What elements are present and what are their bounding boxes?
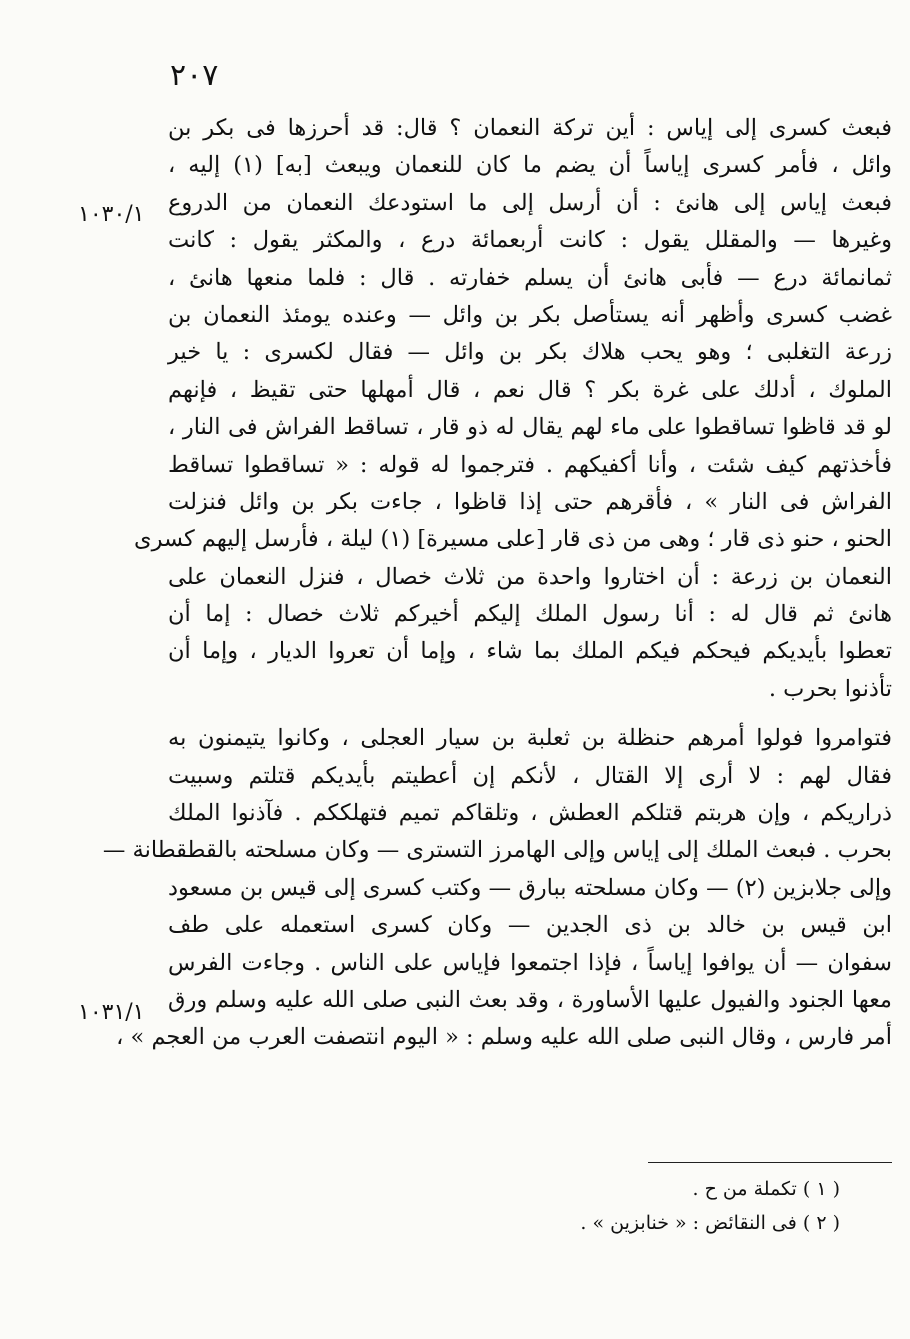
text-line: فبعث كسرى إلى إياس : أين تركة النعمان ؟ قال: قد أحرزها فى بكر بن — [168, 115, 892, 141]
footnote-2: ( ٢ ) فى النقائض : « خنابزين » . — [580, 1212, 840, 1234]
text-line: وغيرها — والمقلل يقول : كانت أربعمائة درع ، والمكثر يقول : كانت — [168, 227, 892, 254]
text-line: النعمان بن زرعة : أن اختاروا واحدة من ثلاث خصال ، فنزل النعمان على — [168, 563, 892, 590]
footnotes — [420, 1172, 892, 1240]
text-line: الملوك ، أدلك على غرة بكر ؟ قال نعم ، قال أمهلها حتى تقيظ ، فإنهم — [168, 376, 892, 403]
text-line: الفراش فى النار » ، فأقرهم حتى إذا قاظوا ، جاءت بكر بن وائل فنزلت — [168, 488, 892, 515]
text-line: تعطوا بأيديكم فيحكم فيكم الملك بما شاء ، وإما أن تعروا الديار ، وإما أن — [168, 638, 892, 665]
footnote-divider — [648, 1162, 892, 1163]
footnote-1: ( ١ ) تكملة من ح . — [692, 1178, 840, 1200]
paragraph-1 — [133, 110, 892, 708]
paragraph-gap — [168, 708, 892, 720]
text-line: وائل ، فأمر كسرى إياساً أن يضم ما كان للنعمان ويبعث [به] (١) إليه ، — [168, 152, 892, 179]
text-line: فقال لهم : لا أرى إلا القتال ، لأنكم إن أعطيتم بأيديكم قتلتم وسبيت — [168, 762, 892, 789]
text-line: معها الجنود والفيول عليها الأساورة ، وقد بعث النبى صلى الله عليه وسلم ورق — [168, 986, 892, 1013]
text-line: زرعة التغلبى ؛ وهو يحب هلاك بكر بن وائل — فقال لكسرى : يا خير — [168, 339, 892, 366]
text-line: غضب كسرى وأظهر أنه يستأصل بكر بن وائل — وعنده يومئذ النعمان بن — [168, 301, 892, 328]
text-line: وإلى جلابزين (٢) — وكان مسلحته ببارق — وكتب كسرى إلى قيس بن مسعود — [168, 874, 892, 901]
margin-note-1: ١٠٣٠/١ — [78, 202, 145, 227]
text-line: بحرب . فبعث الملك إلى إياس وإلى الهامرز التسترى — وكان مسلحته بالقطقطانة — — [102, 837, 892, 864]
text-line: فتوامروا فولوا أمرهم حنظلة بن ثعلبة بن سيار العجلى ، وكانوا يتيمنون به — [168, 725, 892, 752]
text-line: تأذنوا بحرب . — [768, 675, 892, 702]
text-line: ابن قيس بن خالد بن ذى الجدين — وكان كسرى استعمله على طف — [168, 912, 892, 939]
margin-note-2: ١٠٣١/١ — [78, 1000, 145, 1025]
text-line: هانئ ثم قال له : أنا رسول الملك إليكم أخيركم ثلاث خصال : إما أن — [168, 601, 892, 628]
page-number: ٢٠٧ — [170, 58, 219, 93]
text-line: ثمانمائة درع — فأبى هانئ أن يسلم خفارته . قال : فلما منعها هانئ ، — [168, 264, 892, 291]
text-line: الحنو ، حنو ذى قار ؛ وهى من ذى قار [على مسيرة] (١) ليلة ، فأرسل إليهم كسرى — [133, 526, 892, 553]
text-line: فأخذتهم كيف شئت ، وأنا أكفيكهم . فترجموا له قوله : « تساقطوا تساقط — [168, 451, 892, 478]
text-line: لو قد قاظوا تساقطوا على ماء لهم يقال له ذو قار ، تساقط الفراش فى النار ، — [168, 414, 892, 441]
text-line: أمر فارس ، وقال النبى صلى الله عليه وسلم : « اليوم انتصفت العرب من العجم » ، — [116, 1024, 892, 1051]
text-line: فبعث إياس إلى هانئ : أن أرسل إلى ما استودعك النعمان من الدروع — [168, 189, 892, 216]
text-line: ذراريكم ، وإن هربتم قتلكم العطش ، وتلقاكم تميم فتهلككم . فآذنوا الملك — [168, 800, 892, 827]
text-line: سفوان — أن يوافوا إياساً ، فإذا اجتمعوا فإياس على الناس . وجاءت الفرس — [168, 949, 892, 976]
